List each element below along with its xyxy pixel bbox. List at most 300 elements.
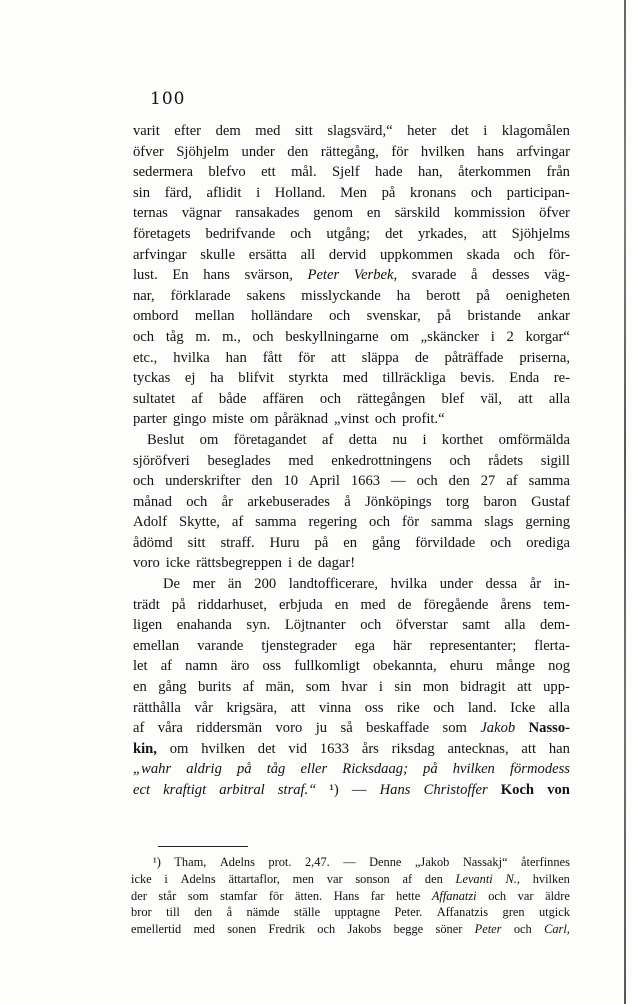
word: parter: [133, 411, 168, 428]
word: hvilka: [390, 576, 428, 593]
word: Levanti: [455, 871, 493, 886]
word: män,: [265, 679, 295, 696]
word: vid: [288, 740, 308, 757]
word: sin: [133, 184, 151, 201]
word: företagandet: [233, 431, 307, 448]
word: voro: [275, 720, 303, 737]
word: 2,47.: [304, 855, 330, 869]
word: miste: [212, 411, 244, 428]
word: 27: [480, 473, 496, 490]
word: riksdag: [391, 740, 435, 757]
word: tillräckliga: [382, 370, 446, 387]
word: var: [326, 871, 343, 886]
word: det: [385, 225, 403, 242]
word: som: [442, 720, 467, 737]
word: Peter: [307, 267, 340, 284]
word: i: [422, 431, 427, 448]
word: straff.: [220, 534, 255, 551]
word: och: [490, 534, 512, 551]
word: på: [476, 287, 490, 304]
word: ett: [261, 164, 276, 181]
word: ransakades: [235, 205, 300, 222]
word: öfverstar: [395, 617, 448, 634]
word: så: [340, 720, 353, 737]
word: sedermera: [133, 164, 193, 181]
word: med: [288, 452, 314, 469]
word: om: [199, 431, 219, 448]
word: re-: [553, 370, 570, 387]
word: under: [439, 576, 473, 593]
word: släppa: [361, 349, 399, 366]
word: om: [249, 411, 269, 428]
word: genom: [313, 205, 354, 222]
word: af: [322, 431, 334, 448]
text-line: [133, 368, 570, 389]
word: voro: [133, 555, 160, 572]
word: gerning: [525, 514, 570, 531]
word: månad: [133, 493, 172, 510]
word: den: [251, 473, 273, 490]
word: som: [187, 888, 209, 903]
word: tåg: [165, 328, 184, 345]
word: månge: [496, 658, 535, 675]
word: burits: [198, 679, 232, 696]
word: hvilken: [201, 740, 245, 757]
word: ersätta: [248, 246, 287, 263]
word: och: [433, 699, 455, 716]
word: af: [402, 871, 413, 886]
word: väg-: [544, 267, 570, 284]
word: bedrifvande: [205, 225, 276, 242]
word: rike: [396, 699, 420, 716]
word: tåg: [266, 761, 286, 778]
word: Adelns: [180, 871, 216, 886]
word: hvilken: [420, 143, 465, 160]
word: och: [513, 246, 535, 263]
text-line: [133, 512, 570, 533]
word: hvilka: [173, 349, 210, 366]
word: land.: [467, 699, 497, 716]
word: trädt: [133, 596, 160, 613]
word: rättsbegreppen: [196, 555, 282, 572]
word: i: [164, 871, 168, 886]
word: profit.“: [402, 411, 445, 428]
word: ligen: [133, 617, 163, 634]
word: enahanda: [176, 617, 232, 634]
word: dem-: [540, 617, 570, 634]
word: icke: [165, 555, 191, 572]
word: och: [360, 617, 382, 634]
text-line: [133, 389, 570, 410]
word: ankar: [537, 308, 570, 325]
word: och: [369, 514, 391, 531]
word: holländare: [251, 308, 313, 325]
word: kraftigt: [163, 782, 207, 798]
word: arfvingar: [133, 246, 187, 263]
word: ect: [133, 782, 151, 798]
word: Jakobs: [347, 922, 382, 937]
word: hans: [203, 267, 230, 284]
text-line: [133, 615, 570, 636]
word: på: [314, 534, 329, 551]
word: på: [381, 184, 396, 201]
word: emellertid: [131, 922, 182, 937]
word: i: [256, 184, 261, 201]
text-line: [133, 492, 570, 513]
word: ¹): [329, 782, 339, 798]
word: mellan: [194, 308, 235, 325]
word: En: [172, 267, 189, 284]
word: öfver: [539, 205, 570, 222]
word: Sjöhjelms: [511, 225, 570, 242]
word: företagets: [133, 225, 191, 242]
word: Adolf: [133, 514, 168, 531]
word: och: [186, 493, 208, 510]
word: m.: [195, 328, 211, 345]
word: han: [548, 740, 570, 757]
text-line: [133, 451, 570, 472]
word: bevis.: [460, 370, 495, 387]
word: Affanatzis: [436, 905, 489, 920]
word: styrkta: [288, 370, 329, 387]
word: tem-: [543, 596, 570, 613]
word: syn.: [246, 617, 271, 634]
word: klagomålen: [501, 123, 570, 139]
word: antecknas,: [447, 740, 509, 757]
word: det: [257, 740, 276, 757]
word: aflidit: [206, 184, 242, 201]
word: hvilken: [452, 761, 495, 778]
word: hade: [375, 164, 403, 181]
word: baron: [483, 493, 517, 510]
word: i: [490, 328, 495, 345]
word: af: [133, 720, 145, 737]
word: sin: [394, 679, 412, 696]
word: påräknad: [274, 411, 329, 428]
word: riddarhuset,: [197, 596, 267, 613]
word: väl,: [480, 390, 502, 407]
word: „Jakob: [414, 855, 450, 869]
word: ha: [396, 287, 411, 304]
word: all: [300, 246, 316, 263]
word: kin,: [133, 740, 157, 757]
word: Sjöhjelm: [176, 143, 230, 160]
word: gång: [371, 534, 401, 551]
word: ehuru: [449, 658, 483, 675]
word: varande: [197, 637, 244, 654]
word: för: [391, 143, 409, 160]
word: Gustaf: [531, 493, 570, 510]
word: kommission: [453, 205, 526, 222]
word: på: [423, 761, 438, 778]
word: af: [191, 390, 203, 407]
word: men: [292, 871, 314, 886]
word: landtofficerare,: [288, 576, 379, 593]
word: upp-: [543, 679, 570, 696]
word: De: [163, 576, 181, 593]
word: dessa: [485, 576, 518, 593]
text-line: [133, 409, 570, 430]
word: orediga: [526, 534, 570, 551]
word: underskrifter: [165, 473, 241, 490]
word: och: [252, 328, 274, 345]
word: sultatet: [133, 390, 176, 407]
word: heter: [407, 123, 437, 139]
word: „skäncker: [420, 328, 480, 345]
word: föregående: [423, 596, 489, 613]
text-line: [133, 327, 570, 348]
word: rådets: [488, 452, 524, 469]
word: färd,: [164, 184, 192, 201]
word: både: [218, 390, 247, 407]
word: Jönköpings: [365, 493, 432, 510]
word: öfver: [133, 143, 164, 160]
word: enkedrottningens: [331, 452, 432, 469]
word: Skytte,: [179, 514, 220, 531]
word: samma: [255, 514, 297, 531]
word: blifvit: [238, 370, 274, 387]
text-line: [133, 306, 570, 327]
word: priserna,: [519, 349, 570, 366]
word: och: [133, 328, 155, 345]
word: års: [361, 740, 379, 757]
word: arfvingar: [516, 143, 570, 160]
text-line: [133, 224, 570, 245]
text-line: [133, 698, 570, 719]
word: och: [329, 308, 351, 325]
word: Nasso-: [528, 720, 570, 737]
text-line: [133, 636, 570, 657]
word: misslyckande: [301, 287, 381, 304]
word: ställe: [293, 905, 321, 920]
word: han: [225, 349, 247, 366]
word: sonson: [355, 871, 390, 886]
word: att: [331, 349, 346, 366]
word: den: [194, 905, 213, 920]
word: let: [133, 658, 148, 675]
word: —: [351, 782, 367, 798]
word: ternas: [133, 205, 168, 222]
word: om: [169, 740, 189, 757]
word: å: [344, 493, 351, 510]
word: ¹): [153, 855, 161, 869]
word: korgar“: [525, 328, 570, 345]
word: förklarade: [170, 287, 231, 304]
word: 1663: [350, 473, 381, 490]
word: Tham,: [174, 855, 207, 869]
word: Denne: [369, 855, 402, 869]
word: Christoffer: [423, 782, 488, 798]
word: bidragit: [460, 679, 506, 696]
word: straf.“: [277, 782, 317, 798]
word: utgång;: [326, 225, 371, 242]
word: dervid: [328, 246, 367, 263]
word: dagar!: [317, 555, 356, 572]
word: den: [424, 871, 443, 886]
text-line: [133, 286, 570, 307]
word: prot.: [268, 855, 292, 869]
word: —: [343, 855, 356, 869]
word: och: [317, 922, 336, 937]
word: påträffade: [444, 349, 504, 366]
word: och: [470, 184, 492, 201]
word: nu: [392, 431, 408, 448]
word: sonen: [227, 922, 257, 937]
word: år: [529, 576, 542, 593]
footnote: [131, 854, 570, 938]
word: representanter;: [429, 637, 517, 654]
word: en: [133, 679, 147, 696]
text-line: [133, 533, 570, 554]
word: ombord: [133, 308, 179, 325]
text-line: [133, 183, 570, 204]
word: förmodess: [509, 761, 570, 778]
word: hette: [396, 888, 421, 903]
word: samma: [431, 514, 473, 531]
word: rättegången: [357, 390, 426, 407]
footnote-line: [131, 921, 570, 938]
text-line: [133, 203, 570, 224]
word: och: [449, 452, 471, 469]
word: nar,: [133, 287, 155, 304]
word: Huru: [269, 534, 300, 551]
word: Affanatzi: [431, 888, 477, 903]
word: detta: [348, 431, 378, 448]
word: stamfar: [220, 888, 258, 903]
word: 1633: [319, 740, 350, 757]
text-line: [133, 656, 570, 677]
word: Icke: [510, 699, 536, 716]
word: som: [305, 679, 331, 696]
word: särskild: [394, 205, 440, 222]
word: för-: [548, 246, 570, 263]
word: Men: [340, 184, 367, 201]
text-line: [133, 759, 570, 780]
word: varit: [133, 123, 160, 139]
word: äro: [230, 658, 250, 675]
footnote-line: [131, 904, 570, 921]
word: år: [221, 493, 233, 510]
word: återkommen: [458, 164, 532, 181]
word: tyckas: [133, 370, 171, 387]
word: blef: [441, 390, 465, 407]
word: mer: [192, 576, 216, 593]
text-line: [133, 348, 570, 369]
word: April: [309, 473, 340, 490]
word: med: [255, 123, 281, 139]
word: arkebuserades: [247, 493, 330, 510]
text-line: [133, 574, 570, 595]
word: och: [319, 390, 341, 407]
footnote-line: [131, 871, 570, 888]
word: beskaffade: [366, 720, 430, 737]
word: kronans: [410, 184, 457, 201]
word: bristande: [467, 308, 522, 325]
word: han,: [417, 164, 443, 181]
word: ådömd: [133, 534, 173, 551]
word: Ricksdaag;: [342, 761, 408, 778]
word: under: [241, 143, 275, 160]
word: alla: [548, 390, 570, 407]
word: hans: [477, 143, 504, 160]
word: emellan: [133, 637, 180, 654]
word: Verbek,: [353, 267, 398, 284]
word: en: [334, 596, 349, 613]
word: hvilken: [532, 871, 570, 886]
word: far: [370, 888, 385, 903]
word: var: [517, 888, 534, 903]
word: fullkomligt: [294, 658, 360, 675]
word: Beslut: [147, 431, 185, 448]
word: förvildade: [415, 534, 476, 551]
word: i: [378, 679, 383, 696]
word: tjenstegrader: [261, 637, 337, 654]
word: de: [414, 349, 429, 366]
footnote-divider: [158, 846, 248, 847]
word: krigsära,: [226, 699, 278, 716]
word: om: [390, 328, 409, 345]
word: nämde: [246, 905, 280, 920]
word: ju: [315, 720, 328, 737]
word: ega: [354, 637, 375, 654]
word: erbjuda: [278, 596, 323, 613]
word: obekannta,: [373, 658, 437, 675]
word: och: [133, 473, 155, 490]
word: och: [488, 888, 507, 903]
word: Sjelf: [332, 164, 360, 181]
word: nog: [548, 658, 570, 675]
word: vår: [194, 699, 213, 716]
word: „wahr: [133, 761, 172, 778]
word: gång: [158, 679, 187, 696]
word: sakens: [246, 287, 286, 304]
word: skulle: [200, 246, 236, 263]
word: sitt: [294, 123, 313, 139]
word: att: [290, 699, 306, 716]
word: torg: [445, 493, 470, 510]
word: årens: [500, 596, 532, 613]
word: svärson,: [244, 267, 293, 284]
word: flerta-: [534, 637, 570, 654]
word: bror: [131, 905, 152, 920]
text-line: [133, 780, 570, 801]
text-line: [133, 739, 570, 760]
word: med: [360, 596, 386, 613]
word: å: [471, 267, 478, 284]
word: ha: [209, 370, 224, 387]
word: svarade: [411, 267, 457, 284]
word: slags: [484, 514, 514, 531]
word: desses: [492, 267, 530, 284]
word: återfinnes: [521, 855, 570, 869]
word: eller: [300, 761, 328, 778]
word: gingo: [173, 411, 207, 428]
word: omförmälda: [498, 431, 570, 448]
word: affären: [262, 390, 304, 407]
word: efter: [174, 123, 202, 139]
word: vinna: [318, 699, 352, 716]
word: med: [193, 922, 215, 937]
word: å: [226, 905, 233, 920]
word: af: [231, 514, 244, 531]
word: med: [342, 370, 368, 387]
word: för: [268, 888, 284, 903]
word: på: [237, 761, 252, 778]
word: oss: [364, 699, 384, 716]
word: en: [366, 205, 381, 222]
text-line: [133, 471, 570, 492]
text-line: [133, 142, 570, 163]
